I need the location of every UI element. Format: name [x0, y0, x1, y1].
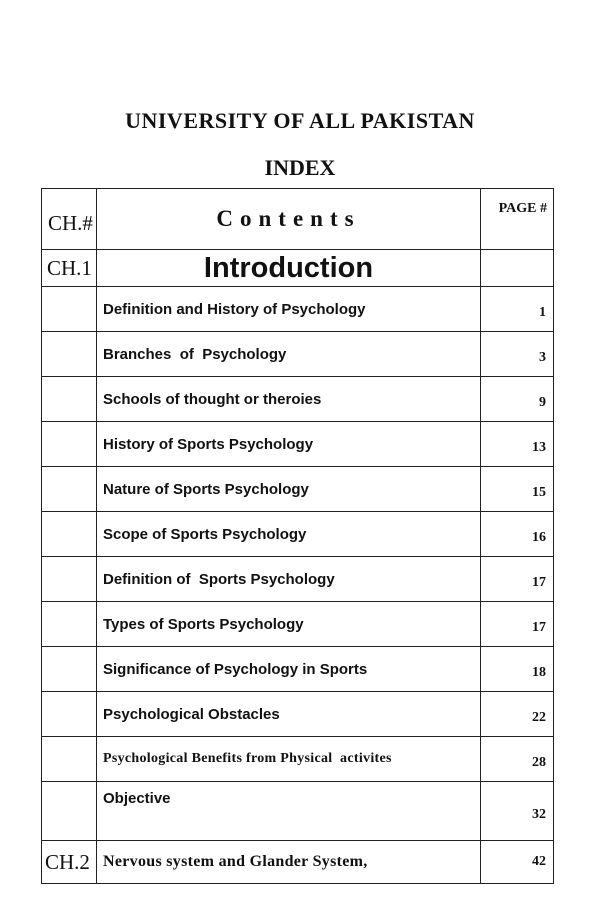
table-row: [42, 557, 554, 602]
table-row: [42, 602, 554, 647]
table-row: [42, 647, 554, 692]
item-title: Branches of Psychology: [97, 332, 481, 377]
item-page: 13: [481, 422, 554, 467]
chapter-page: 42: [481, 841, 554, 884]
item-page: 22: [481, 692, 554, 737]
chapter-page: [481, 250, 554, 287]
chapter-cell: [42, 377, 97, 422]
index-heading: INDEX: [264, 155, 336, 180]
table-row: [42, 737, 554, 782]
item-page: 9: [481, 377, 554, 422]
item-page: 18: [481, 647, 554, 692]
chapter-row: [42, 250, 554, 287]
item-page: 32: [481, 782, 554, 841]
table-row: [42, 512, 554, 557]
column-header-page: PAGE #: [481, 189, 554, 250]
item-page: 1: [481, 287, 554, 332]
chapter-cell: [42, 467, 97, 512]
chapter-title: Nervous system and Glander System,: [97, 841, 481, 884]
table-row: [42, 287, 554, 332]
column-header-contents: Contents: [97, 189, 481, 250]
table-row: [42, 692, 554, 737]
contents-table: [41, 188, 554, 884]
item-title: Psychological Benefits from Physical activites: [97, 737, 481, 782]
chapter-cell: [42, 557, 97, 602]
item-title: Schools of thought or theroies: [97, 377, 481, 422]
table-header-row: [42, 189, 554, 250]
chapter-cell: [42, 422, 97, 467]
chapter-cell: [42, 602, 97, 647]
chapter-label: CH.1: [42, 250, 97, 287]
chapter-cell: [42, 782, 97, 841]
university-title: UNIVERSITY OF ALL PAKISTAN: [125, 108, 475, 133]
item-title: Scope of Sports Psychology: [97, 512, 481, 557]
item-title: Definition of Sports Psychology: [97, 557, 481, 602]
table-row: [42, 332, 554, 377]
chapter-title: Introduction: [97, 250, 481, 287]
table-row: [42, 422, 554, 467]
item-title: Nature of Sports Psychology: [97, 467, 481, 512]
item-title: History of Sports Psychology: [97, 422, 481, 467]
table-row: [42, 467, 554, 512]
item-page: 17: [481, 602, 554, 647]
item-page: 3: [481, 332, 554, 377]
chapter-cell: [42, 647, 97, 692]
item-title: Significance of Psychology in Sports: [97, 647, 481, 692]
chapter-cell: [42, 287, 97, 332]
column-header-chapter: CH.#: [42, 189, 97, 250]
chapter-cell: [42, 332, 97, 377]
item-page: 15: [481, 467, 554, 512]
item-title: Definition and History of Psychology: [97, 287, 481, 332]
chapter-cell: [42, 512, 97, 557]
chapter-label: CH.2: [42, 841, 97, 884]
item-title: Types of Sports Psychology: [97, 602, 481, 647]
table-row: [42, 782, 554, 841]
item-title: Objective: [97, 782, 481, 841]
item-page: 17: [481, 557, 554, 602]
table-row: [42, 377, 554, 422]
item-title: Psychological Obstacles: [97, 692, 481, 737]
chapter-row: [42, 841, 554, 884]
item-page: 16: [481, 512, 554, 557]
chapter-cell: [42, 692, 97, 737]
chapter-cell: [42, 737, 97, 782]
item-page: 28: [481, 737, 554, 782]
